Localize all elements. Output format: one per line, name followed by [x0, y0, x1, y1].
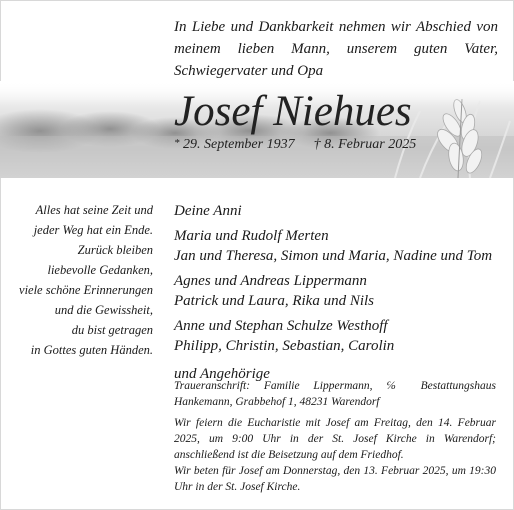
mourner-line: Anne und Stephan Schulze Westhoff [174, 318, 388, 334]
poem-line: viele schöne Erinnerungen [19, 283, 153, 297]
mourner-line: Deine Anni [174, 203, 242, 219]
poem-line: jeder Weg hat ein Ende. [33, 223, 153, 237]
mourners-list [174, 201, 504, 384]
mourner-group [174, 271, 504, 311]
poem-line: in Gottes guten Händen. [30, 343, 153, 357]
mourner-line: Philipp, Christin, Sebastian, Carolin [174, 338, 395, 354]
poem-line: Zurück bleiben [77, 243, 153, 257]
mourners-closing: und Angehörige [174, 366, 270, 382]
birth-symbol: * [174, 137, 180, 149]
eucharist-notice: Wir feiern die Eucharistie mit Josef am Freitag, den 14. Februar 2025, um 9:00 Uhr in der St. Josef Kirche in Warendorf; anschließend ist die Beisetzung auf dem Friedhof. [174, 417, 496, 461]
service-notes [174, 378, 496, 500]
poem [0, 200, 153, 360]
mourner-line: Maria und Rudolf Merten [174, 228, 329, 244]
mourner-group [174, 226, 504, 266]
mourner-group [174, 316, 504, 356]
poem-line: liebevolle Gedanken, [47, 263, 153, 277]
life-dates [174, 136, 416, 154]
death-symbol: † [313, 137, 321, 152]
mourning-address: Traueranschrift: Familie Lippermann, ℅ Bestattungshaus Hankemann, Grabbehof 1, 48231 Warendorf [174, 380, 496, 408]
prayer-notice: Wir beten für Josef am Donnerstag, den 13. Februar 2025, um 19:30 Uhr in der St. Josef Kirche. [174, 465, 496, 493]
birth-date: 29. September 1937 [183, 137, 295, 152]
poem-line: Alles hat seine Zeit und [35, 203, 153, 217]
poem-line: du bist getragen [71, 323, 153, 337]
intro-text: In Liebe und Dankbarkeit nehmen wir Abschied von meinem lieben Mann, unserem guten Vater, Schwiegervater und Opa [174, 19, 498, 79]
deceased-name: Josef Niehues [174, 88, 412, 135]
mourner-group [174, 201, 504, 221]
poem-line: und die Gewissheit, [54, 303, 153, 317]
mourner-line: Jan und Theresa, Simon und Maria, Nadine und Tom [174, 248, 493, 264]
mourner-line: Patrick und Laura, Rika und Nils [174, 293, 374, 309]
mourner-line: Agnes und Andreas Lippermann [174, 273, 367, 289]
death-date: 8. Februar 2025 [324, 137, 417, 152]
